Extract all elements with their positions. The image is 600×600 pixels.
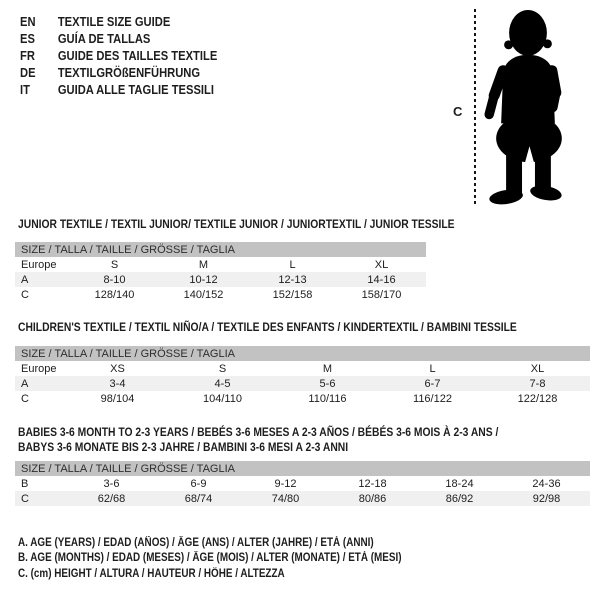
age-years-row — [15, 376, 590, 391]
cell: 12-13 — [248, 272, 337, 287]
cell: 74/80 — [242, 491, 329, 506]
age-months-row — [15, 476, 590, 491]
junior-textile-table — [15, 242, 426, 302]
size-header-label: SIZE / TALLA / TAILLE / GRÖSSE / TAGLIA — [15, 461, 590, 476]
language-code: FR — [20, 48, 35, 63]
cell: 92/98 — [503, 491, 590, 506]
cell: L — [289, 258, 296, 271]
cell: L — [429, 362, 436, 375]
height-cm-row — [15, 287, 426, 302]
cell: 86/92 — [416, 491, 503, 506]
row-label: C — [21, 392, 29, 405]
cell: 6-9 — [190, 477, 207, 490]
cell: M — [322, 362, 333, 375]
height-cm-row — [15, 491, 590, 506]
junior-table-title: JUNIOR TEXTILE / TEXTIL JUNIOR/ TEXTILE JUNIOR / JUNIORTEXTIL / JUNIOR TESSILE — [18, 217, 455, 231]
language-code: EN — [20, 14, 36, 29]
height-cm-row — [15, 391, 590, 406]
row-label: C — [21, 288, 29, 301]
cell: 158/170 — [361, 288, 402, 301]
language-row-de — [20, 64, 217, 81]
legend-footnotes — [18, 536, 464, 582]
cell: 6-7 — [380, 376, 485, 391]
language-row-en — [20, 13, 217, 30]
row-label: A — [15, 376, 65, 391]
size-header-label: SIZE / TALLA / TAILLE / GRÖSSE / TAGLIA — [15, 242, 426, 257]
cell: 98/104 — [100, 392, 135, 405]
language-row-it — [20, 81, 217, 98]
cell: 3-6 — [103, 477, 120, 490]
cell: 12-18 — [358, 477, 387, 490]
children-textile-table — [15, 346, 590, 406]
cell: 7-8 — [485, 376, 590, 391]
cell: 80/86 — [329, 491, 416, 506]
size-header-row — [15, 242, 426, 257]
babies-textile-table — [15, 461, 590, 506]
cell: XL — [530, 362, 545, 375]
cell: 5-6 — [275, 376, 380, 391]
cell: 104/110 — [203, 392, 242, 405]
cell: 62/68 — [68, 491, 155, 506]
cell: 4-5 — [170, 376, 275, 391]
footnote-b: B. AGE (MONTHS) / EDAD (MESES) / ÂGE (MOIS) / ALTER (MONATE) / ETÀ (MESI) — [18, 552, 402, 565]
europe-size-row — [15, 257, 426, 272]
language-code: IT — [20, 82, 30, 97]
language-title: GUIDA ALLE TAGLIE TESSILI — [57, 82, 214, 97]
language-title: TEXTILGRÖßENFÜHRUNG — [57, 65, 201, 80]
age-years-row — [15, 272, 426, 287]
babies-title-line-1: BABIES 3-6 MONTH TO 2-3 YEARS / BEBÉS 3-6 MESES A 2-3 AÑOS / BÉBÉS 3-6 MOIS À 2-3 ANS / — [18, 425, 499, 439]
cell: 128/140 — [94, 288, 135, 301]
children-table-title: CHILDREN'S TEXTILE / TEXTIL NIÑO/A / TEXTILE DES ENFANTS / KINDERTEXTIL / BAMBINI TESSILE — [18, 320, 517, 334]
language-code: ES — [20, 31, 35, 46]
cell: 110/116 — [308, 392, 347, 405]
cell: M — [198, 258, 209, 271]
baby-silhouette-icon — [482, 8, 572, 207]
cell: 68/74 — [155, 491, 242, 506]
height-measure-line — [474, 9, 476, 207]
language-title-list — [20, 13, 249, 98]
language-title: TEXTILE SIZE GUIDE — [57, 14, 171, 29]
cell: 122/128 — [517, 392, 558, 405]
cell: 152/158 — [272, 288, 313, 301]
height-label: C — [453, 104, 463, 119]
language-row-fr — [20, 47, 217, 64]
language-code: DE — [20, 65, 36, 80]
cell: XL — [374, 258, 389, 271]
size-header-label: SIZE / TALLA / TAILLE / GRÖSSE / TAGLIA — [15, 346, 590, 361]
footnote-a: A. AGE (YEARS) / EDAD (AÑOS) / ÂGE (ANS) / ALTER (JAHRE) / ETÀ (ANNI) — [18, 537, 374, 549]
row-label: A — [15, 272, 70, 287]
cell: 140/152 — [183, 288, 224, 301]
row-label: Europe — [21, 258, 57, 271]
language-row-es — [20, 30, 217, 47]
cell: 24-36 — [532, 477, 561, 490]
row-label: B — [21, 477, 29, 490]
cell: 8-10 — [70, 272, 159, 287]
row-label: C — [15, 491, 68, 506]
size-header-row — [15, 346, 590, 361]
cell: 14-16 — [337, 272, 426, 287]
size-header-row — [15, 461, 590, 476]
language-title: GUIDE DES TAILLES TEXTILE — [57, 48, 218, 63]
row-label: Europe — [21, 362, 57, 375]
cell: 18-24 — [445, 477, 474, 490]
babies-title-line-2: BABYS 3-6 MONATE BIS 2-3 JAHRE / BAMBINI 3-6 MESI A 2-3 ANNI — [18, 440, 349, 454]
europe-size-row — [15, 361, 590, 376]
cell: 3-4 — [65, 376, 170, 391]
cell: S — [110, 258, 119, 271]
cell: 9-12 — [274, 477, 297, 490]
cell: 10-12 — [159, 272, 248, 287]
cell: 116/122 — [413, 392, 452, 405]
cell: XS — [110, 362, 125, 375]
cell: S — [218, 362, 227, 375]
language-title: GUÍA DE TALLAS — [57, 31, 151, 46]
footnote-c: C. (cm) HEIGHT / ALTURA / HAUTEUR / HÖHE / ALTEZZA — [18, 567, 285, 580]
babies-table-title — [18, 425, 498, 455]
